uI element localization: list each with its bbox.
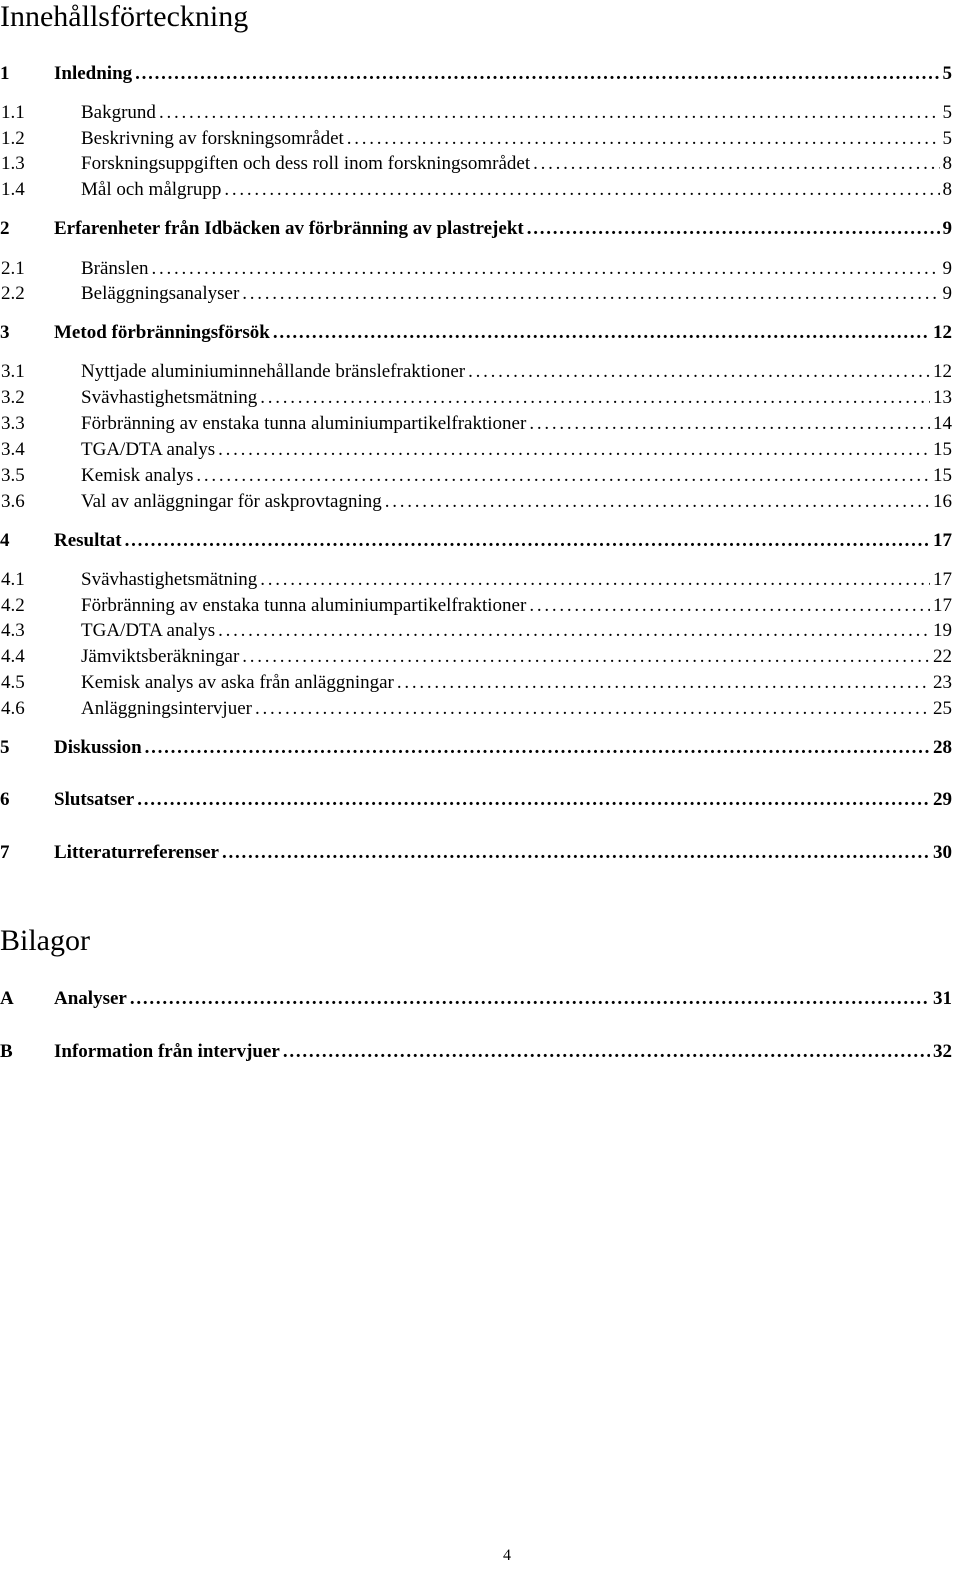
toc-entry-page: 28: [933, 737, 952, 758]
dot-leader: [283, 1039, 930, 1065]
toc-entry-title: Forskningsuppgiften och dess roll inom forskningsområdet: [81, 153, 531, 174]
toc-entry-title: Beläggningsanalyser: [81, 283, 240, 304]
toc-entry-page: 14: [933, 413, 952, 434]
toc-entry-page: 13: [933, 387, 952, 408]
toc-heading: Innehållsförteckning: [0, 0, 249, 33]
toc-entry-title: Kemisk analys av aska från anläggningar: [81, 672, 394, 693]
toc-entry-title: Nyttjade aluminiuminnehållande bränslefraktioner: [81, 361, 466, 382]
appendix-entry-letter: B: [0, 1041, 13, 1062]
appendix-entry-letter: A: [0, 988, 14, 1009]
toc-entry-number: 1.3: [1, 153, 25, 174]
toc-entry-number: 3.2: [1, 387, 25, 408]
toc-entry-3-5[interactable]: [0, 463, 952, 489]
dot-leader: [529, 593, 930, 619]
toc-entry-number: 1: [0, 63, 10, 84]
toc-entry-title: Beskrivning av forskningsområdet: [81, 128, 344, 149]
toc-entry-4-6[interactable]: [0, 696, 952, 722]
toc-entry-title: Litteraturreferenser: [54, 842, 219, 863]
dot-leader: [242, 644, 930, 670]
appendix-entry-page: 32: [933, 1041, 952, 1062]
dot-leader: [468, 359, 930, 385]
toc-entry-page: 30: [933, 842, 952, 863]
toc-entry-page: 12: [933, 322, 952, 343]
toc-entry-title: Erfarenheter från Idbäcken av förbränning av plastrejekt: [54, 218, 524, 239]
dot-leader: [529, 411, 930, 437]
toc-entry-3-3[interactable]: [0, 411, 952, 437]
toc-entry-number: 4.3: [1, 620, 25, 641]
toc-entry-page: 9: [942, 218, 952, 239]
toc-entry-page: 23: [933, 672, 952, 693]
dot-leader: [222, 840, 930, 866]
toc-entry-title: Metod förbränningsförsök: [54, 322, 270, 343]
toc-entry-number: 7: [0, 842, 10, 863]
toc-entry-title: Inledning: [54, 63, 133, 84]
toc-entry-page: 29: [933, 789, 952, 810]
toc-entry-title: Anläggningsintervjuer: [81, 698, 252, 719]
toc-entry-2-2[interactable]: [0, 281, 952, 307]
toc-entry-number: 4: [0, 530, 10, 551]
dot-leader: [130, 986, 930, 1012]
toc-entry-4-3[interactable]: [0, 618, 952, 644]
dot-leader: [260, 385, 930, 411]
appendix-entry-b[interactable]: [0, 1039, 952, 1065]
appendix-heading: Bilagor: [0, 924, 90, 957]
toc-entry-page: 9: [942, 258, 952, 279]
toc-entry-page: 15: [933, 439, 952, 460]
toc-entry-3-2[interactable]: [0, 385, 952, 411]
toc-entry-page: 17: [933, 530, 952, 551]
toc-entry-4-4[interactable]: [0, 644, 952, 670]
dot-leader: [159, 100, 940, 126]
toc-entry-2[interactable]: [0, 216, 952, 242]
dot-leader: [145, 735, 930, 761]
toc-entry-4-2[interactable]: [0, 593, 952, 619]
toc-entry-number: 3.4: [1, 439, 25, 460]
toc-entry-title: Bränslen: [81, 258, 149, 279]
toc-entry-title: Slutsatser: [54, 789, 135, 810]
toc-entry-title: Förbränning av enstaka tunna aluminiumpartikelfraktioner: [81, 413, 527, 434]
toc-entry-number: 6: [0, 789, 10, 810]
toc-entry-page: 19: [933, 620, 952, 641]
toc-entry-title: Bakgrund: [81, 102, 156, 123]
toc-entry-title: Diskussion: [54, 737, 142, 758]
dot-leader: [218, 618, 930, 644]
toc-entry-page: 16: [933, 491, 952, 512]
dot-leader: [152, 256, 940, 282]
dot-leader: [397, 670, 930, 696]
toc-entry-title: Förbränning av enstaka tunna aluminiumpartikelfraktioner: [81, 595, 527, 616]
dot-leader: [260, 567, 930, 593]
dot-leader: [347, 126, 940, 152]
toc-entry-5[interactable]: [0, 735, 952, 761]
dot-leader: [255, 696, 930, 722]
toc-entry-number: 1.2: [1, 128, 25, 149]
toc-entry-3-6[interactable]: [0, 489, 952, 515]
dot-leader: [533, 151, 939, 177]
toc-entry-number: 4.6: [1, 698, 25, 719]
appendix-entry-title: Analyser: [54, 988, 127, 1009]
toc-entry-number: 2.1: [1, 258, 25, 279]
toc-entry-1[interactable]: [0, 61, 952, 87]
toc-entry-number: 4.4: [1, 646, 25, 667]
toc-entry-number: 4.2: [1, 595, 25, 616]
toc-entry-page: 5: [942, 102, 952, 123]
toc-entry-page: 8: [942, 153, 952, 174]
toc-entry-3[interactable]: [0, 320, 952, 346]
toc-entry-number: 4.1: [1, 569, 25, 590]
toc-entry-number: 1.1: [1, 102, 25, 123]
toc-entry-title: TGA/DTA analys: [81, 620, 216, 641]
toc-entry-number: 3.1: [1, 361, 25, 382]
toc-entry-number: 5: [0, 737, 10, 758]
toc-entry-title: TGA/DTA analys: [81, 439, 216, 460]
dot-leader: [273, 320, 930, 346]
toc-entry-title: Val av anläggningar för askprovtagning: [81, 491, 382, 512]
toc-entry-number: 2: [0, 218, 10, 239]
toc-entry-3-4[interactable]: [0, 437, 952, 463]
toc-entry-title: Resultat: [54, 530, 122, 551]
toc-entry-page: 8: [942, 179, 952, 200]
toc-entry-page: 5: [942, 63, 952, 84]
toc-entry-page: 12: [933, 361, 952, 382]
dot-leader: [242, 281, 939, 307]
toc-entry-title: Kemisk analys: [81, 465, 194, 486]
dot-leader: [527, 216, 940, 242]
toc-entry-7[interactable]: [0, 840, 952, 866]
toc-entry-1-2[interactable]: [0, 126, 952, 152]
toc-entry-page: 17: [933, 595, 952, 616]
toc-entry-page: 9: [942, 283, 952, 304]
toc-entry-4[interactable]: [0, 528, 952, 554]
dot-leader: [137, 787, 930, 813]
toc-entry-number: 4.5: [1, 672, 25, 693]
toc-entry-number: 1.4: [1, 179, 25, 200]
toc-entry-number: 2.2: [1, 283, 25, 304]
appendix-entry-a[interactable]: [0, 986, 952, 1012]
toc-entry-2-1[interactable]: [0, 256, 952, 282]
toc-entry-number: 3.3: [1, 413, 25, 434]
toc-entry-page: 25: [933, 698, 952, 719]
toc-entry-title: Svävhastighetsmätning: [81, 569, 258, 590]
appendix-entry-title: Information från intervjuer: [54, 1041, 280, 1062]
toc-entry-title: Jämviktsberäkningar: [81, 646, 240, 667]
toc-entry-title: Svävhastighetsmätning: [81, 387, 258, 408]
toc-entry-1-1[interactable]: [0, 100, 952, 126]
dot-leader: [196, 463, 930, 489]
toc-entry-page: 5: [942, 128, 952, 149]
toc-entry-title: Mål och målgrupp: [81, 179, 222, 200]
page-number: 4: [503, 1547, 511, 1564]
toc-entry-page: 15: [933, 465, 952, 486]
toc-entry-page: 17: [933, 569, 952, 590]
dot-leader: [224, 177, 939, 203]
dot-leader: [385, 489, 930, 515]
toc-entry-1-3[interactable]: [0, 151, 952, 177]
toc-entry-number: 3.6: [1, 491, 25, 512]
toc-entry-3-1[interactable]: [0, 359, 952, 385]
dot-leader: [218, 437, 930, 463]
dot-leader: [125, 528, 930, 554]
toc-entry-1-4[interactable]: [0, 177, 952, 203]
toc-entry-4-5[interactable]: [0, 670, 952, 696]
toc-entry-6[interactable]: [0, 787, 952, 813]
toc-entry-number: 3.5: [1, 465, 25, 486]
toc-entry-number: 3: [0, 322, 10, 343]
appendix-entry-page: 31: [933, 988, 952, 1009]
dot-leader: [135, 61, 939, 87]
toc-entry-4-1[interactable]: [0, 567, 952, 593]
toc-entry-page: 22: [933, 646, 952, 667]
